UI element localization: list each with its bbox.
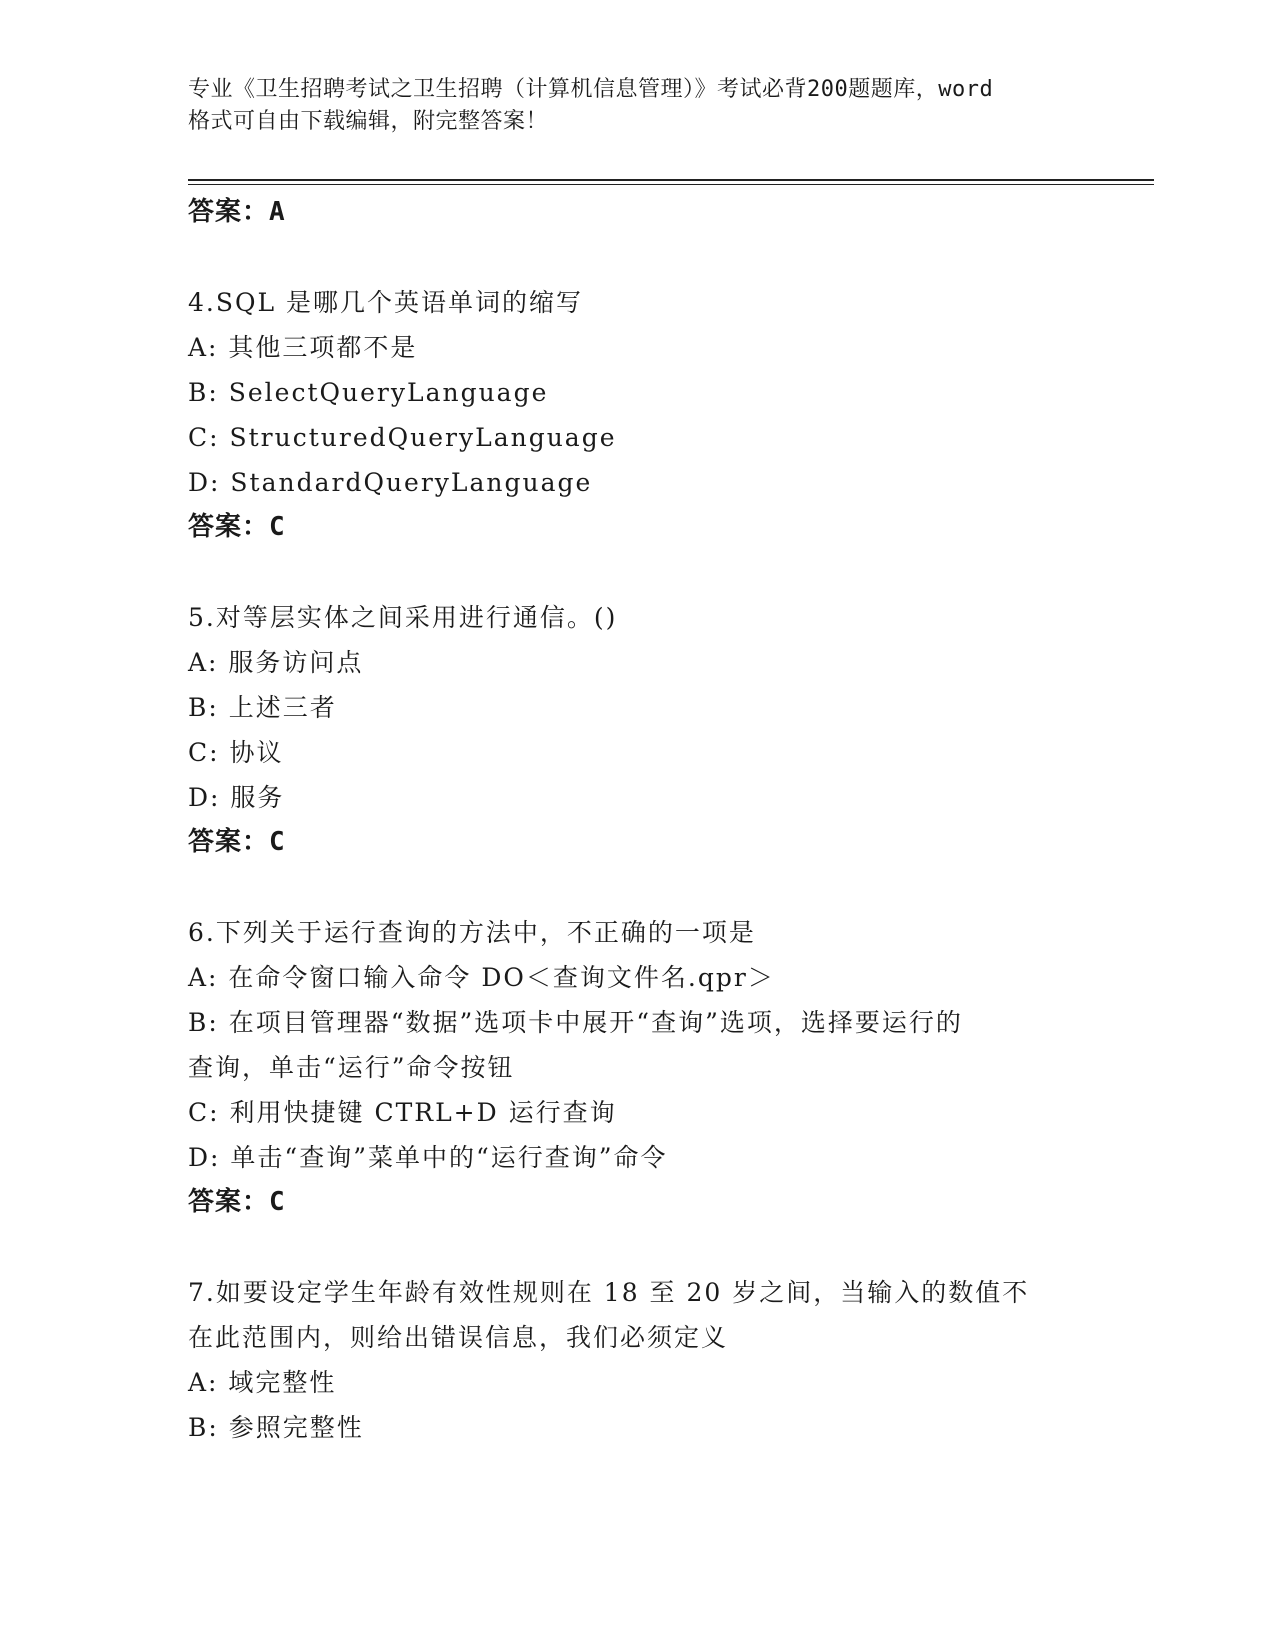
option-d: D: 服务 xyxy=(188,783,285,812)
header-line-2: 格式可自由下载编辑，附完整答案！ xyxy=(188,109,549,134)
option-a: A: 域完整性 xyxy=(188,1368,337,1397)
question-4 xyxy=(188,280,1088,550)
answer-prev: 答案：A xyxy=(188,197,286,227)
answer: 答案：C xyxy=(188,1187,286,1217)
header-rule-thin xyxy=(188,184,1154,185)
answer: 答案：C xyxy=(188,827,286,857)
option-b: B: 参照完整性 xyxy=(188,1413,364,1442)
question-5 xyxy=(188,595,1088,865)
option-d: D: StandardQueryLanguage xyxy=(188,468,593,497)
question-stem: 4.SQL 是哪几个英语单词的缩写 xyxy=(188,288,584,317)
option-b: B: SelectQueryLanguage xyxy=(188,378,549,407)
question-stem: 6.下列关于运行查询的方法中，不正确的一项是 xyxy=(188,918,756,947)
header-rule-thick xyxy=(188,179,1154,181)
option-c: C: 协议 xyxy=(188,738,284,767)
option-a: A: 在命令窗口输入命令 DO＜查询文件名.qpr＞ xyxy=(188,963,775,992)
option-a: A: 服务访问点 xyxy=(188,648,364,677)
option-b-continued: 查询，单击“运行”命令按钮 xyxy=(188,1053,515,1082)
document-header xyxy=(188,74,1088,138)
option-c: C: StructuredQueryLanguage xyxy=(188,423,617,452)
answer: 答案：C xyxy=(188,512,286,542)
option-b: B: 在项目管理器“数据”选项卡中展开“查询”选项，选择要运行的 xyxy=(188,1008,963,1037)
question-stem: 7.如要设定学生年龄有效性规则在 18 至 20 岁之间，当输入的数值不 xyxy=(188,1278,1030,1307)
question-stem: 5.对等层实体之间采用进行通信。() xyxy=(188,603,618,632)
option-a: A: 其他三项都不是 xyxy=(188,333,418,362)
question-list xyxy=(188,190,1088,1450)
question-7 xyxy=(188,1270,1088,1450)
option-c: C: 利用快捷键 CTRL+D 运行查询 xyxy=(188,1098,617,1127)
question-stem-continued: 在此范围内，则给出错误信息，我们必须定义 xyxy=(188,1323,729,1352)
question-6 xyxy=(188,910,1088,1225)
option-b: B: 上述三者 xyxy=(188,693,337,722)
header-line-1: 专业《卫生招聘考试之卫生招聘（计算机信息管理）》考试必背200题题库，word xyxy=(188,77,994,102)
option-d: D: 单击“查询”菜单中的“运行查询”命令 xyxy=(188,1143,668,1172)
